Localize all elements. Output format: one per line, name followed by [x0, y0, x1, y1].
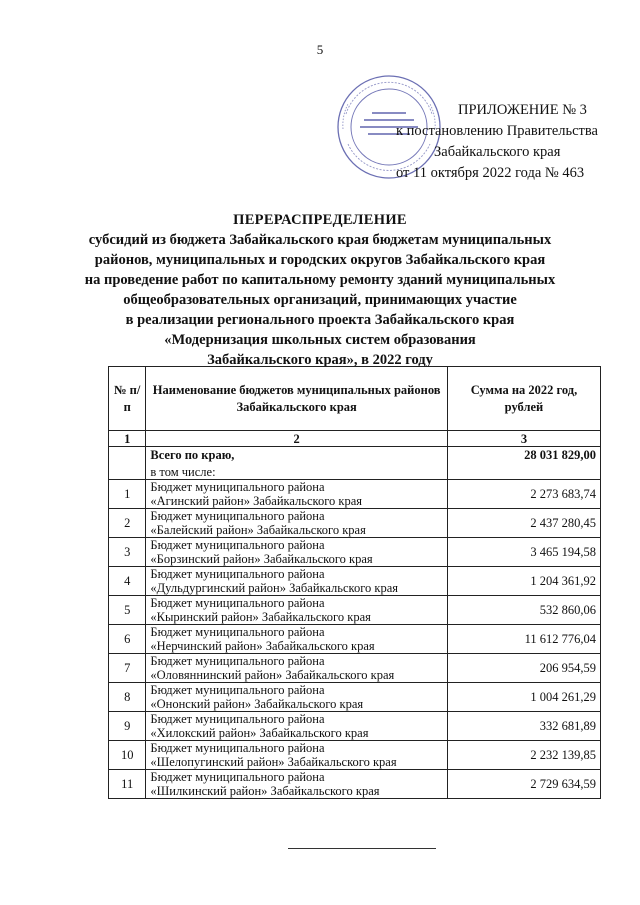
row-sum: 1 004 261,29	[447, 683, 600, 712]
row-name-line2: «Шелопугинский район» Забайкальского края	[150, 755, 397, 769]
subsidy-table	[108, 366, 601, 799]
header-sum: Сумма на 2022 год, рублей	[447, 367, 600, 431]
appendix-reference: к постановлению Правительства	[396, 123, 598, 139]
row-num: 8	[109, 683, 146, 712]
row-name-line2: «Балейский район» Забайкальского края	[150, 523, 366, 537]
row-num: 4	[109, 567, 146, 596]
total-value: 28 031 829,00	[447, 447, 600, 465]
row-sum: 11 612 776,04	[447, 625, 600, 654]
title-line: «Модернизация школьных систем образования	[164, 332, 476, 348]
row-name	[146, 741, 448, 770]
title-line: Забайкальского края», в 2022 году	[207, 352, 433, 368]
row-name-line2: «Нерчинский район» Забайкальского края	[150, 639, 375, 653]
title-line: субсидий из бюджета Забайкальского края бюджетам муниципальных	[88, 232, 552, 248]
table-row	[109, 480, 601, 509]
row-name-line1: Бюджет муниципального района	[150, 654, 325, 668]
row-sum: 2 729 634,59	[447, 770, 600, 799]
row-name-line2: «Хилокский район» Забайкальского края	[150, 726, 369, 740]
table-row	[109, 567, 601, 596]
row-name-line1: Бюджет муниципального района	[150, 538, 325, 552]
row-name-line2: «Кыринский район» Забайкальского края	[150, 610, 371, 624]
row-sum: 2 273 683,74	[447, 480, 600, 509]
title-line: на проведение работ по капитальному ремонту зданий муниципальных	[84, 272, 556, 288]
appendix-region: Забайкальского края	[434, 144, 561, 160]
row-name-line2: «Ононский район» Забайкальского края	[150, 697, 364, 711]
column-numbers-row	[109, 431, 601, 447]
table-row	[109, 712, 601, 741]
appendix-title: ПРИЛОЖЕНИЕ № 3	[458, 102, 587, 118]
table-row	[109, 596, 601, 625]
row-sum: 332 681,89	[447, 712, 600, 741]
table-row	[109, 625, 601, 654]
row-num: 1	[109, 480, 146, 509]
row-name-line2: «Агинский район» Забайкальского края	[150, 494, 363, 508]
row-name-line1: Бюджет муниципального района	[150, 625, 325, 639]
row-name-line1: Бюджет муниципального района	[150, 480, 325, 494]
total-num	[109, 447, 146, 465]
row-sum: 2 232 139,85	[447, 741, 600, 770]
row-name-line2: «Шилкинский район» Забайкальского края	[150, 784, 380, 798]
row-num: 10	[109, 741, 146, 770]
row-sum: 1 204 361,92	[447, 567, 600, 596]
table-row	[109, 509, 601, 538]
row-name	[146, 596, 448, 625]
appendix-date: от 11 октября 2022 года № 463	[396, 165, 585, 181]
table-row	[109, 654, 601, 683]
page-number: 5	[316, 42, 324, 57]
row-name-line1: Бюджет муниципального района	[150, 509, 325, 523]
row-sum: 206 954,59	[447, 654, 600, 683]
title-line: районов, муниципальных и городских округов Забайкальского края	[94, 252, 546, 268]
row-sum: 532 860,06	[447, 596, 600, 625]
row-name	[146, 712, 448, 741]
row-name	[146, 654, 448, 683]
row-num: 7	[109, 654, 146, 683]
total-label: Всего по краю,	[146, 447, 448, 465]
row-num: 3	[109, 538, 146, 567]
row-name	[146, 567, 448, 596]
colnum-2: 2	[146, 431, 448, 447]
row-name-line1: Бюджет муниципального района	[150, 596, 325, 610]
row-name-line1: Бюджет муниципального района	[150, 567, 325, 581]
total-row	[109, 447, 601, 465]
appendix-block	[396, 100, 598, 184]
table-body	[109, 480, 601, 799]
row-name-line1: Бюджет муниципального района	[150, 712, 325, 726]
row-name	[146, 770, 448, 799]
row-name-line2: «Борзинский район» Забайкальского края	[150, 552, 373, 566]
row-name	[146, 480, 448, 509]
row-name-line1: Бюджет муниципального района	[150, 741, 325, 755]
row-name-line2: «Оловяннинский район» Забайкальского края	[150, 668, 395, 682]
title-line: в реализации регионального проекта Забайкальского края	[125, 312, 515, 328]
row-num: 9	[109, 712, 146, 741]
row-num: 11	[109, 770, 146, 799]
table-row	[109, 770, 601, 799]
including-label: в том числе:	[146, 464, 448, 480]
row-name	[146, 538, 448, 567]
row-name	[146, 625, 448, 654]
table-row	[109, 683, 601, 712]
row-sum: 3 465 194,58	[447, 538, 600, 567]
including-row	[109, 464, 601, 480]
colnum-3: 3	[447, 431, 600, 447]
colnum-1: 1	[109, 431, 146, 447]
row-num: 2	[109, 509, 146, 538]
row-name-line1: Бюджет муниципального района	[150, 770, 325, 784]
row-num: 6	[109, 625, 146, 654]
table-row	[109, 538, 601, 567]
row-name-line2: «Дульдургинский район» Забайкальского края	[150, 581, 399, 595]
row-num: 5	[109, 596, 146, 625]
row-name	[146, 683, 448, 712]
table-row	[109, 741, 601, 770]
row-name	[146, 509, 448, 538]
table-header-row	[109, 367, 601, 431]
title-heading: ПЕРЕРАСПРЕДЕЛЕНИЕ	[233, 212, 407, 228]
header-name: Наименование бюджетов муниципальных районов Забайкальского края	[146, 367, 448, 431]
row-sum: 2 437 280,45	[447, 509, 600, 538]
header-num: № п/п	[109, 367, 146, 431]
row-name-line1: Бюджет муниципального района	[150, 683, 325, 697]
title-line: общеобразовательных организаций, принимающих участие	[123, 292, 517, 308]
document-title	[70, 210, 570, 370]
footer-divider	[288, 848, 436, 849]
